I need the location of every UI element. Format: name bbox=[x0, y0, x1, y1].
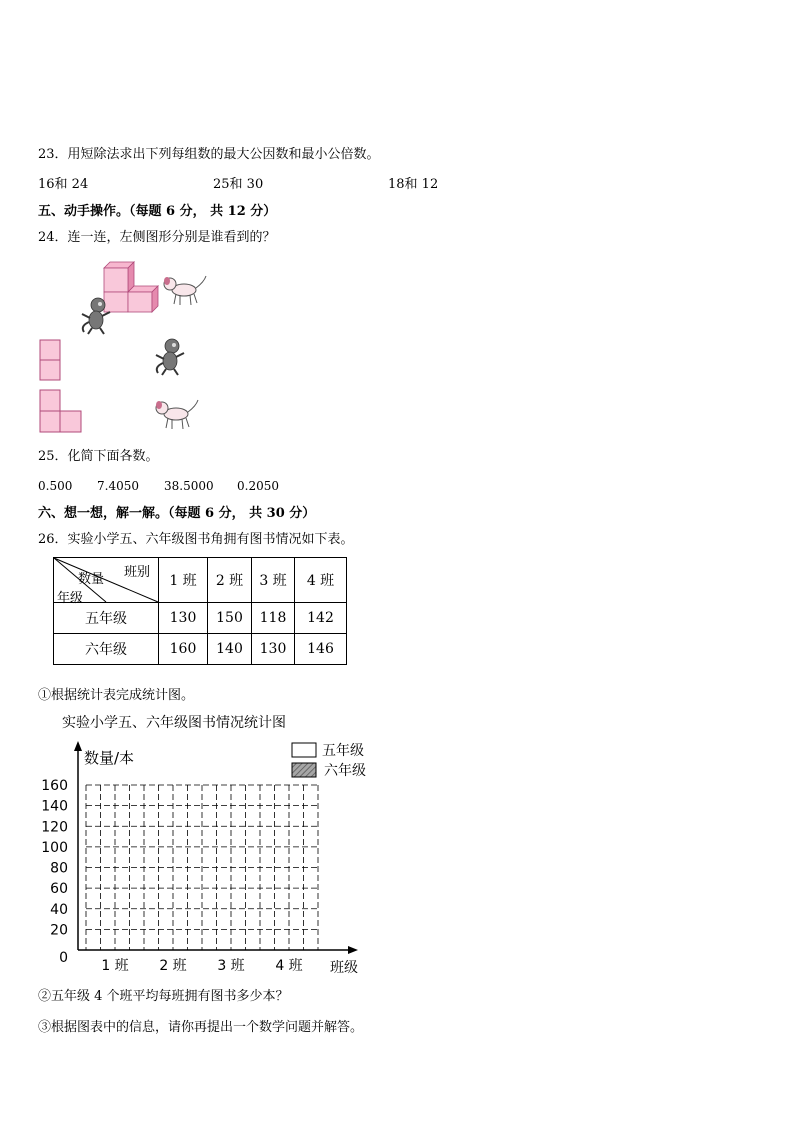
q25-num-3: 38.5000 bbox=[164, 479, 214, 493]
table-corner-cell bbox=[54, 558, 159, 606]
col-header-2: 2 班 bbox=[208, 558, 252, 603]
table-row bbox=[54, 603, 347, 634]
q26-sub3: ③根据图表中的信息，请你再提出一个数学问题并解答。 bbox=[38, 1020, 364, 1035]
table-cell: 142 bbox=[295, 603, 347, 634]
table-cell: 140 bbox=[208, 634, 252, 665]
y-tick-label: 160 bbox=[41, 778, 68, 794]
col-header-1: 1 班 bbox=[159, 558, 208, 603]
x-tick-label: 4 班 bbox=[275, 958, 303, 974]
q25-text: 25．化简下面各数。 bbox=[38, 449, 159, 464]
dog-icon-2 bbox=[152, 396, 200, 432]
y-tick-label: 0 bbox=[59, 950, 68, 966]
q24-text: 24．连一连，左侧图形分别是谁看到的？ bbox=[38, 230, 276, 245]
chart-title: 实验小学五、六年级图书情况统计图 bbox=[62, 715, 286, 731]
x-axis-arrow bbox=[348, 946, 358, 954]
dog-icon bbox=[160, 272, 208, 308]
y-tick-label: 100 bbox=[41, 839, 68, 856]
monkey-icon-2 bbox=[152, 337, 188, 377]
q25-num-1: 0.500 bbox=[38, 479, 73, 493]
legend-swatch-sixth bbox=[292, 763, 316, 777]
q23-pair-3: 18和 12 bbox=[388, 177, 439, 192]
table-cell: 130 bbox=[159, 603, 208, 634]
x-tick-label: 1 班 bbox=[101, 958, 129, 974]
row-label: 六年级 bbox=[54, 634, 159, 665]
y-axis-arrow bbox=[74, 741, 82, 751]
q23-pair-1: 16和 24 bbox=[38, 177, 89, 192]
y-tick-label: 40 bbox=[50, 901, 68, 918]
q23-text: 23．用短除法求出下列每组数的最大公因数和最小公倍数。 bbox=[38, 147, 380, 162]
q25-num-4: 0.2050 bbox=[237, 479, 279, 493]
row-label: 五年级 bbox=[54, 603, 159, 634]
l-shape bbox=[39, 389, 83, 433]
q26-sub1: ①根据统计表完成统计图。 bbox=[38, 688, 195, 703]
y-tick-label: 140 bbox=[41, 798, 68, 815]
legend-swatch-fifth bbox=[292, 743, 316, 757]
col-header-3: 3 班 bbox=[252, 558, 295, 603]
y-tick-label: 80 bbox=[50, 860, 68, 877]
legend-label-fifth: 五年级 bbox=[322, 743, 364, 759]
corner-bottom-label: 年级 bbox=[57, 591, 84, 606]
corner-mid-label: 数量 bbox=[78, 572, 105, 587]
table-cell: 150 bbox=[208, 603, 252, 634]
table-cell: 146 bbox=[295, 634, 347, 665]
legend-label-sixth: 六年级 bbox=[324, 763, 366, 779]
col-header-4: 4 班 bbox=[295, 558, 347, 603]
table-cell: 130 bbox=[252, 634, 295, 665]
table-cell: 160 bbox=[159, 634, 208, 665]
y-tick-label: 120 bbox=[41, 819, 68, 836]
x-axis-label: 班级 bbox=[330, 960, 358, 976]
monkey-icon-1 bbox=[78, 296, 114, 336]
books-table bbox=[53, 557, 347, 665]
corner-top-label: 班别 bbox=[123, 565, 150, 580]
column-shape bbox=[39, 339, 61, 381]
table-cell: 118 bbox=[252, 603, 295, 634]
y-axis-label: 数量/本 bbox=[84, 749, 135, 767]
section-6-heading: 六、想一想，解一解。（每题 6 分， 共 30 分） bbox=[38, 506, 316, 521]
q23-pair-2: 25和 30 bbox=[213, 177, 264, 192]
x-tick-label: 2 班 bbox=[159, 958, 187, 974]
y-tick-label: 20 bbox=[50, 922, 68, 939]
table-header-row bbox=[54, 558, 347, 603]
y-tick-label: 60 bbox=[50, 881, 68, 898]
q26-sub2: ②五年级 4 个班平均每班拥有图书多少本？ bbox=[38, 989, 289, 1004]
q25-num-2: 7.4050 bbox=[97, 479, 139, 493]
section-5-heading: 五、动手操作。（每题 6 分， 共 12 分） bbox=[38, 204, 277, 219]
x-tick-label: 3 班 bbox=[217, 958, 245, 974]
table-row bbox=[54, 634, 347, 665]
q26-text: 26．实验小学五、六年级图书角拥有图书情况如下表。 bbox=[38, 532, 354, 547]
bar-chart bbox=[30, 735, 390, 985]
